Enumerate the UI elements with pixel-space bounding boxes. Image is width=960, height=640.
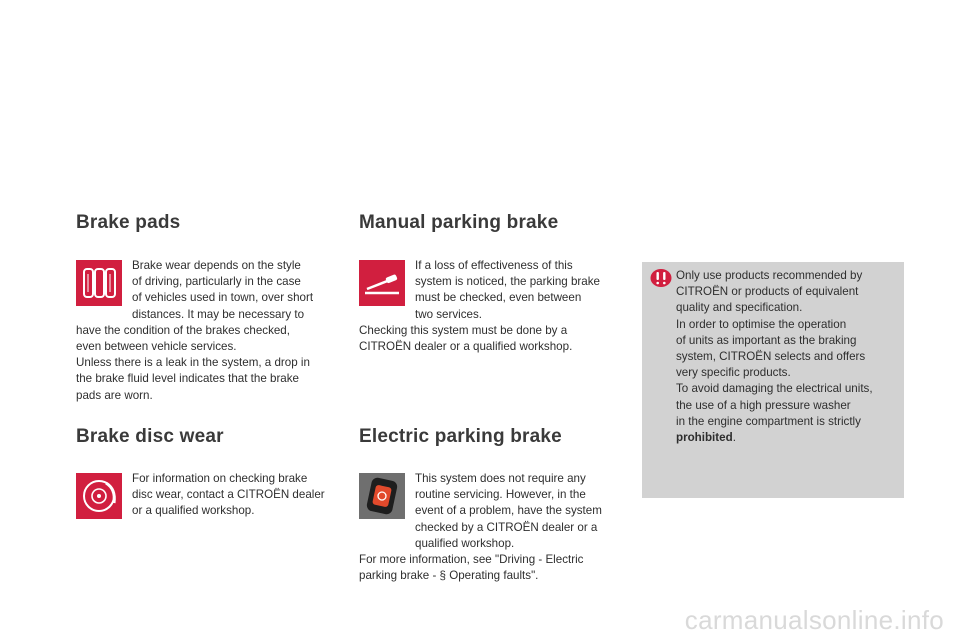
text-line: pads are worn. (76, 388, 153, 402)
text-line: of units as important as the braking (676, 333, 857, 347)
text-line: If a loss of effectiveness of this (415, 259, 573, 272)
brake-pads-text (76, 258, 338, 404)
text-line: have the condition of the brakes checked, (76, 323, 290, 337)
text-line: Unless there is a leak in the system, a drop in (76, 356, 310, 370)
text-line: Checking this system must be done by a (359, 323, 568, 337)
electric-parking-brake-text (359, 471, 621, 584)
brake-pads-heading: Brake pads (76, 212, 181, 233)
brake-disc-wear-heading: Brake disc wear (76, 426, 224, 447)
text-tail: . (732, 431, 736, 445)
text-line: must be checked, even between (415, 291, 582, 305)
text-line: even between vehicle services. (76, 340, 237, 354)
text-line: system is noticed, the parking brake (415, 275, 600, 289)
text-line: For information on checking brake (132, 472, 308, 485)
text-line: event of a problem, have the system (415, 504, 602, 518)
text-line: This system does not require any (415, 472, 586, 485)
text-line-last (676, 430, 898, 446)
text-line: CITROËN dealer or a qualified workshop. (359, 340, 573, 354)
watermark: carmanualsonline.info (684, 605, 944, 635)
text-line: the brake fluid level indicates that the brake (76, 372, 299, 386)
text-line: In order to optimise the operation (676, 317, 847, 331)
text-line: disc wear, contact a CITROËN dealer (132, 488, 325, 502)
text-line: of driving, particularly in the case (132, 275, 301, 289)
text-line: To avoid damaging the electrical units, (676, 382, 873, 396)
electric-parking-brake-heading: Electric parking brake (359, 426, 562, 447)
warning-exclamation-icon (650, 268, 672, 288)
text-line: Brake wear depends on the style (132, 259, 301, 272)
brake-disc-wear-text (76, 471, 346, 520)
text-line: very specific products. (676, 366, 791, 380)
text-line: or a qualified workshop. (132, 504, 255, 518)
text-line: the use of a high pressure washer (676, 398, 851, 412)
text-line: Only use products recommended by (676, 269, 863, 282)
manual-parking-brake-text (359, 258, 619, 355)
text-line: checked by a CITROËN dealer or a (415, 520, 598, 534)
text-line: system, CITROËN selects and offers (676, 350, 866, 364)
text-line: CITROËN or products of equivalent (676, 285, 859, 299)
text-line: two services. (415, 307, 483, 321)
text-line: For more information, see "Driving - Electric (359, 553, 584, 567)
warning-text (676, 268, 898, 446)
text-line: of vehicles used in town, over short (132, 291, 314, 305)
text-line: routine servicing. However, in the (415, 488, 586, 502)
text-line: quality and specification. (676, 301, 803, 315)
text-line: distances. It may be necessary to (132, 307, 305, 321)
warning-box (642, 262, 904, 498)
text-line: parking brake - § Operating faults". (359, 569, 539, 583)
text-line: in the engine compartment is strictly (676, 414, 861, 428)
text-line: qualified workshop. (415, 536, 515, 550)
manual-parking-brake-heading: Manual parking brake (359, 212, 559, 233)
prohibited-bold: prohibited (676, 431, 733, 445)
